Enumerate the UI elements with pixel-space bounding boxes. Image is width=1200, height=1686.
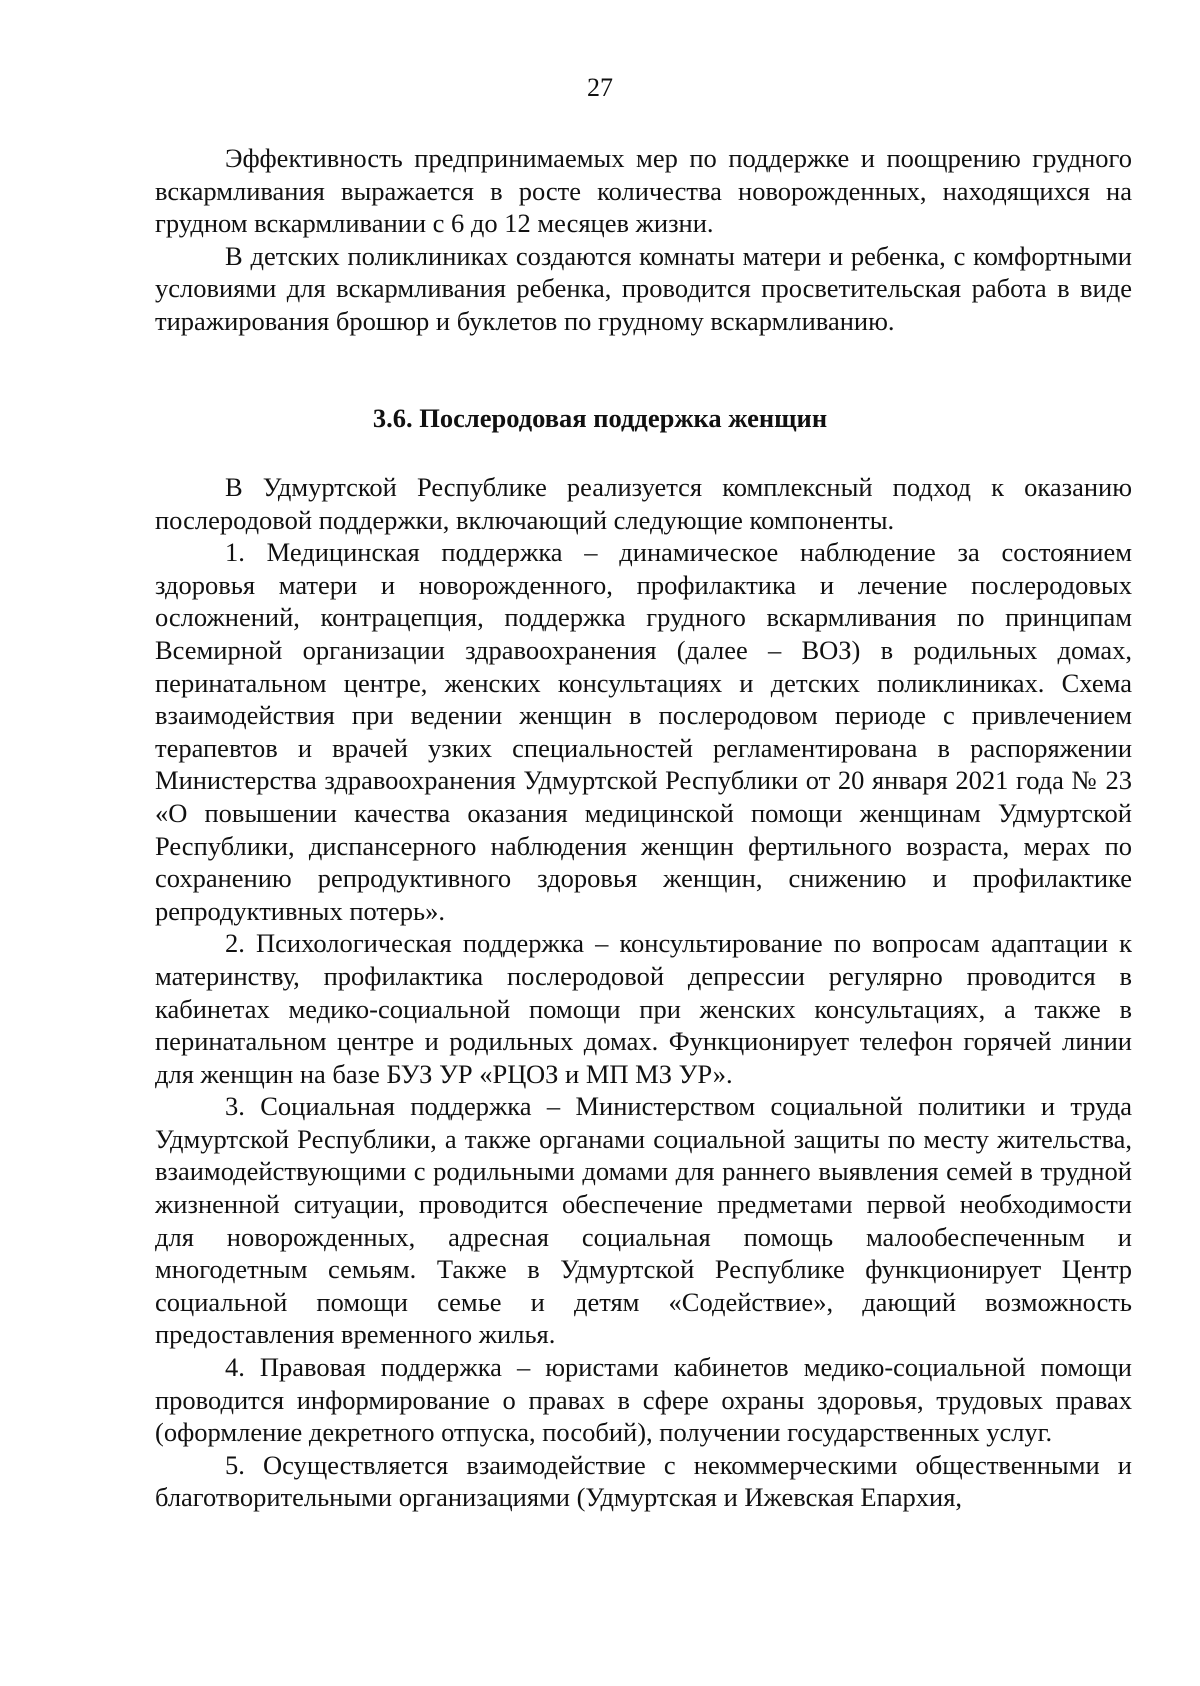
list-item-medical-support: 1. Медицинская поддержка – динамическое наблюдение за состоянием здоровья матери и новорожденного, профилактика и лечение послеродовых осложнений, контрацепция, поддержка грудного вскармливания по принципам Всемирной организации здравоохранения (далее – ВОЗ) в родильных домах, перинатальном центре, женских консультациях и детских поликлиниках. Схема взаимодействия при ведении женщин в послеродовом периоде с привлечением терапевтов и врачей узких специальностей регламентирована в распоряжении Министерства здравоохранения Удмуртской Республики от 20 января 2021 года № 23 «О повышении качества оказания медицинской помощи женщинам Удмуртской Республики, диспансерного наблюдения женщин фертильного возраста, мерах по сохранению репродуктивного здоровья женщин, снижению и профилактике репродуктивных потерь». bbox=[155, 537, 1132, 926]
list-item-psychological-support: 2. Психологическая поддержка – консультирование по вопросам адаптации к материнству, профилактика послеродовой депрессии регулярно проводится в кабинетах медико-социальной помощи при женских консультациях, а также в перинатальном центре и родильных домах. Функционирует телефон горячей линии для женщин на базе БУЗ УР «РЦОЗ и МП МЗ УР». bbox=[155, 928, 1132, 1089]
paragraph: Эффективность предпринимаемых мер по поддержке и поощрению грудного вскармливания выражается в росте количества новорожденных, находящихся на грудном вскармливании с 6 до 12 месяцев жизни. bbox=[155, 143, 1132, 239]
section-heading: 3.6. Послеродовая поддержка женщин bbox=[372, 403, 828, 433]
paragraph: В Удмуртской Республике реализуется комплексный подход к оказанию послеродовой поддержки, включающий следующие компоненты. bbox=[155, 472, 1132, 535]
list-item-social-support: 3. Социальная поддержка – Министерством социальной политики и труда Удмуртской Республики, а также органами социальной защиты по месту жительства, взаимодействующими с родильными домами для раннего выявления семей в трудной жизненной ситуации, проводится обеспечение предметами первой необходимости для новорожденных, адресная социальная помощь малообеспеченным и многодетным семьям. Также в Удмуртской Республике функционирует Центр социальной помощи семье и детям «Содействие», дающий возможность предоставления временного жилья. bbox=[155, 1091, 1132, 1350]
list-item-legal-support: 4. Правовая поддержка – юристами кабинетов медико-социальной помощи проводится информирование о правах в сфере охраны здоровья, трудовых правах (оформление декретного отпуска, пособий), получении государственных услуг. bbox=[155, 1352, 1132, 1448]
list-item-ngo-interaction: 5. Осуществляется взаимодействие с некоммерческими общественными и благотворительными организациями (Удмуртская и Ижевская Епархия, bbox=[155, 1449, 1132, 1513]
page-number: 27 bbox=[587, 73, 613, 102]
section-text-block bbox=[155, 471, 1132, 1514]
paragraph: В детских поликлиниках создаются комнаты матери и ребенка, с комфортными условиями для вскармливания ребенка, проводится просветительская работа в виде тиражирования брошюр и буклетов по грудному вскармливанию. bbox=[155, 240, 1132, 336]
intro-text-block bbox=[155, 142, 1132, 338]
